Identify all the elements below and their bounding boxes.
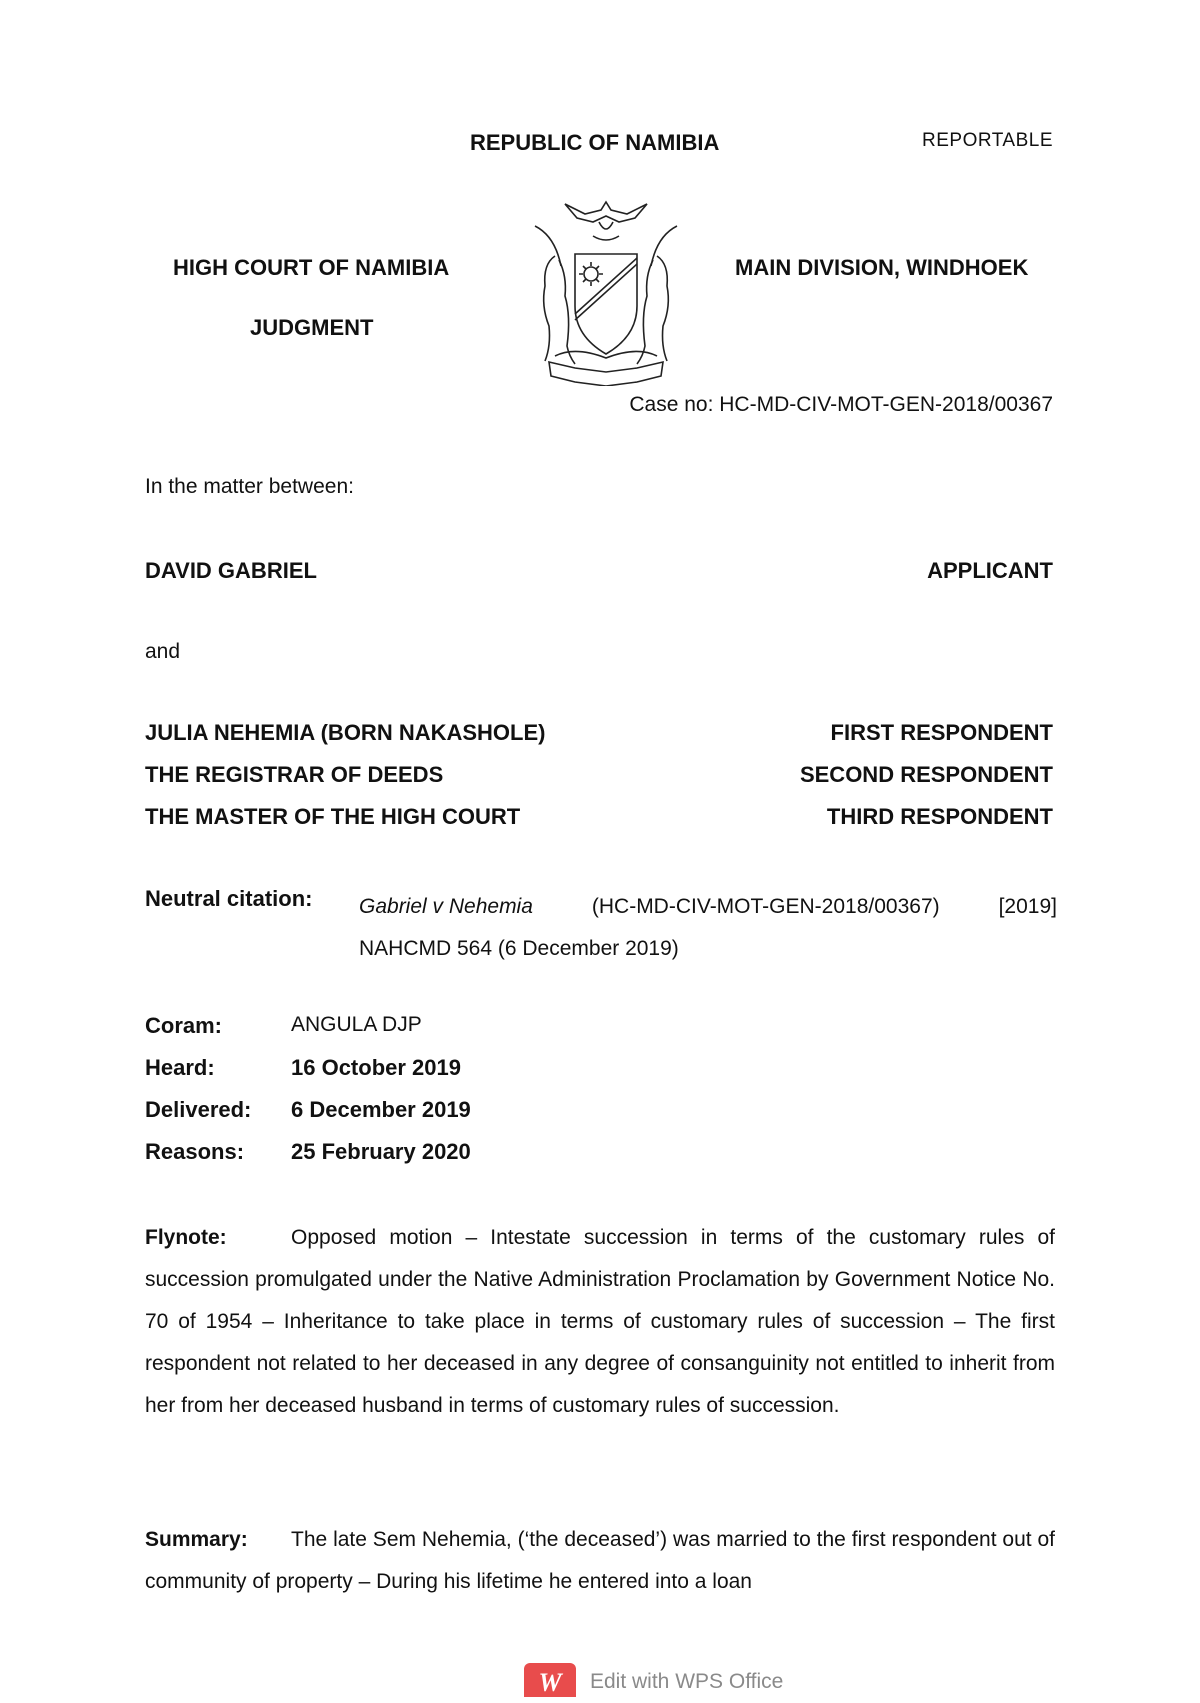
respondent-row bbox=[145, 720, 1053, 750]
document-type: JUDGMENT bbox=[250, 315, 374, 340]
neutral-citation bbox=[359, 886, 1057, 970]
case-number: Case no: HC-MD-CIV-MOT-GEN-2018/00367 bbox=[629, 393, 1053, 416]
neutral-citation-label: Neutral citation: bbox=[145, 886, 313, 911]
summary-label: Summary: bbox=[145, 1528, 248, 1551]
summary-text: The late Sem Nehemia, (‘the deceased’) was married to the first respondent out of community of property – During his lifetime he entered into a loan bbox=[145, 1528, 1055, 1593]
reasons-label: Reasons: bbox=[145, 1139, 245, 1164]
republic-heading: REPUBLIC OF NAMIBIA bbox=[470, 130, 720, 155]
citation-case-name: Gabriel v Nehemia bbox=[359, 895, 533, 918]
coram-label: Coram: bbox=[145, 1013, 223, 1038]
edit-with-wps-link[interactable]: Edit with WPS Office bbox=[590, 1670, 784, 1693]
coat-of-arms-icon bbox=[515, 196, 697, 386]
delivered-value: 6 December 2019 bbox=[291, 1097, 471, 1122]
and-connector: and bbox=[145, 640, 181, 663]
reasons-value: 25 February 2020 bbox=[291, 1139, 471, 1164]
respondent-name: THE REGISTRAR OF DEEDS bbox=[145, 762, 444, 787]
respondent-role: FIRST RESPONDENT bbox=[830, 720, 1053, 745]
delivered-label: Delivered: bbox=[145, 1097, 252, 1122]
heard-value: 16 October 2019 bbox=[291, 1055, 461, 1080]
matter-between-label: In the matter between: bbox=[145, 475, 354, 498]
respondent-name: THE MASTER OF THE HIGH COURT bbox=[145, 804, 521, 829]
citation-line2: NAHCMD 564 (6 December 2019) bbox=[359, 937, 679, 960]
applicant-name: DAVID GABRIEL bbox=[145, 558, 317, 583]
reportable-label: REPORTABLE bbox=[922, 130, 1054, 151]
court-name: HIGH COURT OF NAMIBIA bbox=[173, 255, 450, 280]
respondent-name: JULIA NEHEMIA (BORN NAKASHOLE) bbox=[145, 720, 546, 745]
division-name: MAIN DIVISION, WINDHOEK bbox=[735, 255, 1029, 280]
respondent-role: THIRD RESPONDENT bbox=[826, 804, 1053, 829]
citation-year: [2019] bbox=[998, 895, 1057, 918]
summary-paragraph bbox=[145, 1519, 1055, 1603]
flynote-text: Opposed motion – Intestate succession in terms of the customary rules of succession promulgated under the Native Administration Proclamation by Government Notice No. 70 of 1954 – Inheritance to take place in terms of customary rules of succession – The first respondent not related to her deceased in any degree of consanguinity not entitled to inherit from her from her deceased husband in terms of customary rules of succession. bbox=[145, 1226, 1055, 1417]
applicant-role: APPLICANT bbox=[927, 558, 1053, 583]
respondent-row bbox=[145, 762, 1053, 792]
heard-label: Heard: bbox=[145, 1055, 215, 1080]
flynote-label: Flynote: bbox=[145, 1226, 227, 1249]
respondent-row bbox=[145, 804, 1053, 834]
wps-logo-icon[interactable] bbox=[524, 1663, 576, 1697]
flynote-paragraph bbox=[145, 1217, 1055, 1427]
respondent-role: SECOND RESPONDENT bbox=[799, 762, 1053, 787]
citation-case-ref: (HC-MD-CIV-MOT-GEN-2018/00367) bbox=[591, 895, 940, 918]
wps-logo-letter: W bbox=[538, 1668, 562, 1697]
coram-value: ANGULA DJP bbox=[291, 1013, 422, 1036]
